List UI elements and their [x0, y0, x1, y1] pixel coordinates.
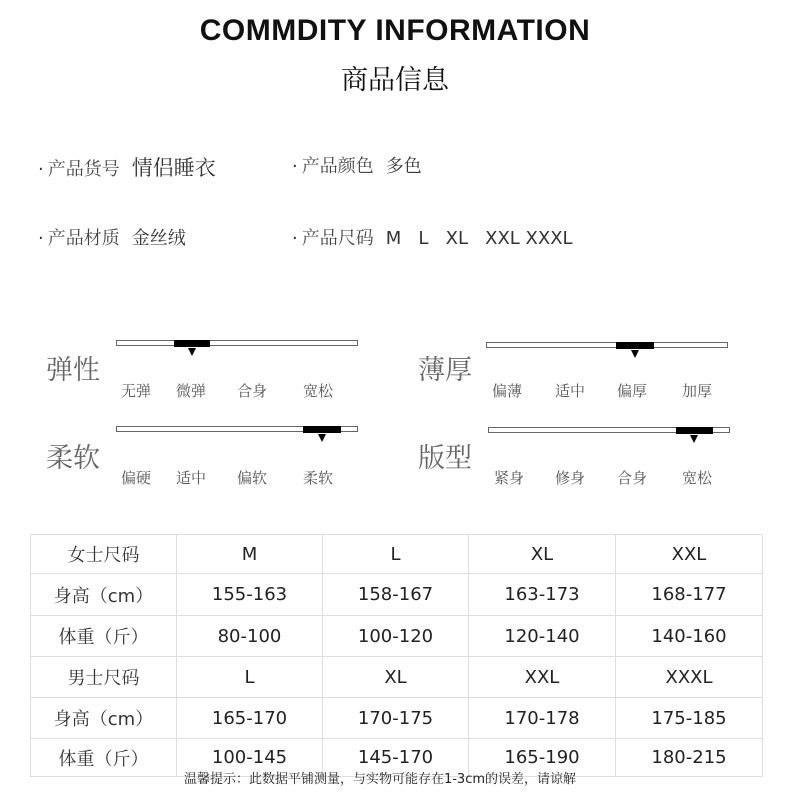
- scale-marker: [676, 427, 713, 434]
- info-value: 金丝绒: [131, 228, 186, 249]
- scale-option: 偏硬: [121, 469, 152, 487]
- info-label: 产品材质: [47, 228, 120, 249]
- scale-bar-fit: [488, 427, 730, 433]
- table-row: [31, 535, 763, 574]
- scale-option: 合身: [617, 469, 648, 487]
- table-cell: 170-175: [323, 698, 469, 739]
- title-chinese: 商品信息: [341, 65, 449, 96]
- table-cell: 165-170: [177, 698, 323, 739]
- info-value: M L XL XXL XXXL: [385, 228, 573, 249]
- table-cell: XXXL: [616, 657, 763, 698]
- info-color: [292, 152, 422, 178]
- scale-option: 偏厚: [617, 382, 648, 400]
- table-cell: L: [323, 535, 469, 574]
- table-row: [31, 616, 763, 657]
- scale-bar-softness: [116, 426, 358, 432]
- scale-marker: [174, 340, 210, 347]
- scale-option: 适中: [176, 469, 207, 487]
- pointer-icon: [318, 434, 326, 442]
- scale-title-softness: 柔软: [46, 443, 100, 474]
- bullet: ·: [38, 159, 44, 180]
- table-cell: 175-185: [616, 698, 763, 739]
- scale-option: 柔软: [303, 469, 334, 487]
- info-material: [38, 224, 186, 250]
- table-cell: 155-163: [177, 574, 323, 616]
- table-cell: M: [177, 535, 323, 574]
- table-cell: 140-160: [616, 616, 763, 657]
- scale-option: 偏软: [237, 469, 268, 487]
- bullet: ·: [38, 228, 44, 249]
- table-cell: XXL: [469, 657, 616, 698]
- table-cell: 180-215: [616, 739, 763, 777]
- table-cell: 体重（斤）: [31, 616, 177, 657]
- pointer-icon: [631, 350, 639, 358]
- table-cell: 100-120: [323, 616, 469, 657]
- info-size: [292, 224, 573, 250]
- table-row: [31, 698, 763, 739]
- scale-marker: [616, 342, 654, 349]
- table-cell: 80-100: [177, 616, 323, 657]
- table-cell: 163-173: [469, 574, 616, 616]
- scale-title-thickness: 薄厚: [418, 355, 472, 386]
- table-cell: 100-145: [177, 739, 323, 777]
- size-table: [30, 534, 763, 777]
- scale-option: 适中: [555, 382, 586, 400]
- table-cell: 168-177: [616, 574, 763, 616]
- table-cell: XL: [323, 657, 469, 698]
- pointer-icon: [690, 435, 698, 443]
- table-cell: 165-190: [469, 739, 616, 777]
- table-row: [31, 574, 763, 616]
- scale-title-elasticity: 弹性: [46, 355, 100, 386]
- info-label: 产品颜色: [301, 156, 374, 177]
- info-value: 多色: [385, 156, 422, 177]
- scale-bar-thickness: [486, 342, 728, 348]
- scale-bar-elasticity: [116, 340, 358, 346]
- table-cell: 体重（斤）: [31, 739, 177, 777]
- scale-title-fit: 版型: [418, 443, 472, 474]
- table-cell: 158-167: [323, 574, 469, 616]
- table-cell: 170-178: [469, 698, 616, 739]
- title-english: COMMDITY INFORMATION: [199, 14, 591, 47]
- scale-option: 微弹: [176, 382, 207, 400]
- info-value: 情侣睡衣: [131, 156, 216, 180]
- pointer-icon: [188, 348, 196, 356]
- scale-option: 修身: [555, 469, 586, 487]
- table-cell: 身高（cm）: [31, 574, 177, 616]
- bullet: ·: [292, 156, 298, 177]
- measurement-note: 温馨提示：此数据平铺测量，与实物可能存在1-3cm的误差，请谅解: [183, 772, 577, 787]
- scale-option: 宽松: [303, 382, 334, 400]
- table-cell: XL: [469, 535, 616, 574]
- info-label: 产品尺码: [301, 228, 374, 249]
- scale-option: 宽松: [682, 469, 713, 487]
- table-cell: 145-170: [323, 739, 469, 777]
- table-cell: 身高（cm）: [31, 698, 177, 739]
- table-cell: 女士尺码: [31, 535, 177, 574]
- scale-option: 无弹: [121, 382, 152, 400]
- bullet: ·: [292, 228, 298, 249]
- table-cell: XXL: [616, 535, 763, 574]
- table-cell: 男士尺码: [31, 657, 177, 698]
- info-product-no: [38, 152, 216, 182]
- scale-option: 偏薄: [492, 382, 523, 400]
- info-label: 产品货号: [47, 159, 120, 180]
- table-cell: 120-140: [469, 616, 616, 657]
- scale-option: 紧身: [494, 469, 525, 487]
- scale-option: 加厚: [682, 382, 713, 400]
- scale-option: 合身: [237, 382, 268, 400]
- table-row: [31, 657, 763, 698]
- table-cell: L: [177, 657, 323, 698]
- scale-marker: [303, 426, 341, 433]
